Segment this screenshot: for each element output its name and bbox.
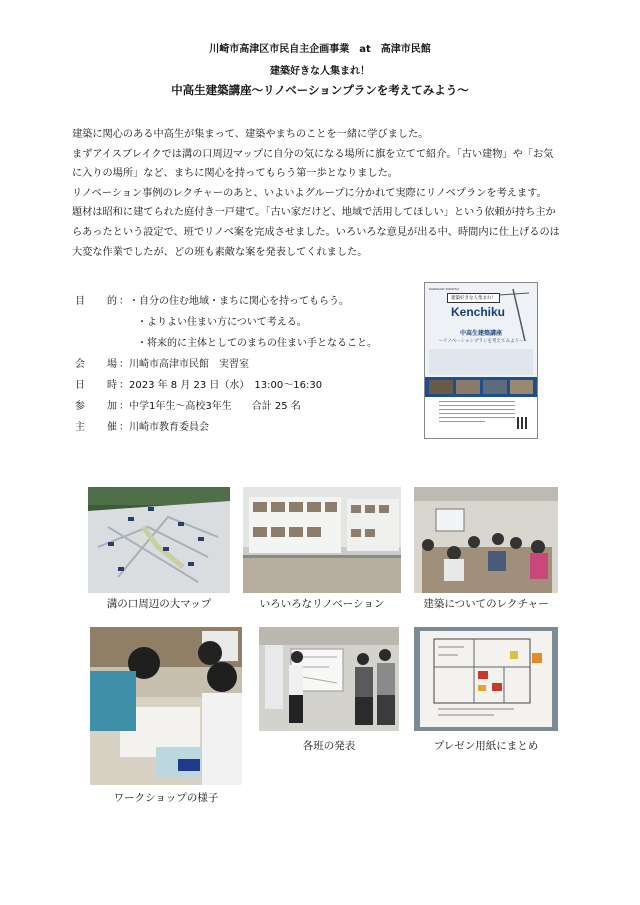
- colon: ：: [119, 359, 129, 370]
- map-photo: [88, 487, 230, 593]
- colon: ：: [119, 422, 129, 433]
- caption-presentation: 各班の発表: [302, 740, 356, 752]
- purpose-item: ・自分の住む地域・まちに関心を持ってもらう。: [129, 296, 349, 307]
- intro-line: まずアイスブレイクでは溝の口周辺マップに自分の気になる場所に旗を立てて紹介。「古い建物」や「お気: [72, 148, 554, 160]
- header-line-2: 建築好きな人集まれ！: [270, 66, 370, 77]
- presentation-photo: [259, 627, 399, 731]
- photo-workshop: [90, 627, 242, 785]
- intro-line: 建築に関心のある中高生が集まって、建築やまちのことを一緒に学びました。: [72, 129, 429, 140]
- flyer-title: 中高生建築講座: [459, 330, 502, 337]
- event-flyer-image: [424, 282, 538, 439]
- intro-line: 大変な作業でしたが、どの班も素敵な案を発表してくれました。: [72, 246, 368, 258]
- page-title: 中高生建築講座～リノベーションプランを考えてみよう～: [171, 83, 469, 97]
- host-value: 川崎市教育委員会: [129, 422, 209, 433]
- flyer-text-lines: [439, 401, 515, 425]
- flyer-tagline: 建築好きな人集まれ！: [447, 293, 500, 303]
- participants-value: 中学1年生～高校3年生 合計 25 名: [129, 401, 301, 412]
- intro-line: リノベーション事例のレクチャーのあと、いよいよグループに分かれて実際にリノベプランを考えます。: [72, 187, 547, 199]
- lecture-photo: [414, 487, 558, 593]
- purpose-item: ・将来的に主体としてのまちの住まい手となること。: [137, 338, 377, 349]
- flyer-photo-band: [425, 377, 537, 397]
- flyer-logo: Kenchiku: [451, 305, 506, 319]
- photo-summary: [414, 627, 558, 731]
- intro-line: らあったという設定で、班でリノベ案を完成させました。いろいろな意見が出る中、時間内に仕上げるのは: [72, 226, 560, 238]
- photo-lecture: [414, 487, 558, 593]
- flyer-small-text: KAWASAKI TAKATSU: [429, 287, 459, 291]
- caption-summary: プレゼン用紙にまとめ: [433, 740, 539, 752]
- venue-label: 会場: [75, 359, 117, 370]
- purpose-item: ・よりよい住まい方について考える。: [137, 317, 307, 328]
- date-label: 日時: [75, 380, 117, 391]
- purpose-label: 目的: [75, 296, 117, 307]
- photo-renovations: [243, 487, 401, 593]
- header-line-1: 川崎市高津区市民自主企画事業 at 高津市民館: [209, 44, 431, 55]
- date-value: 2023 年 8 月 23 日（水） 13:00～16:30: [129, 380, 323, 391]
- caption-workshop: ワークショップの様子: [113, 792, 219, 804]
- caption-map: 溝の口周辺の大マップ: [106, 598, 212, 610]
- intro-line: に入りの場所」など、まちに関心を持ってもらう第一歩となりました。: [72, 168, 398, 180]
- workshop-photo: [90, 627, 242, 785]
- photo-presentation: [259, 627, 399, 731]
- caption-lecture: 建築についてのレクチャー: [423, 598, 549, 610]
- colon: ：: [119, 380, 129, 391]
- intro-text: [72, 125, 584, 262]
- venue-value: 川崎市高津市民館 実習室: [129, 359, 249, 370]
- renovation-board-photo: [243, 487, 401, 593]
- participants-label: 参加: [75, 401, 117, 412]
- caption-renovations: いろいろなリノベーション: [259, 598, 385, 610]
- photo-area-map: [88, 487, 230, 593]
- summary-sheet-photo: [414, 627, 558, 731]
- colon: ：: [119, 296, 129, 307]
- qr-code-icon: [517, 417, 529, 429]
- intro-line: 題材は昭和に建てられた庭付き一戸建て。「古い家だけど、地域で活用してほしい」という依頼が持ち主か: [72, 207, 556, 219]
- flyer-photo-strip: [425, 377, 537, 397]
- flyer-subtitle: ～リノベーションプランを考えてみよう～: [438, 339, 524, 344]
- host-label: 主催: [75, 422, 117, 433]
- flyer-header: [425, 283, 537, 377]
- colon: ：: [119, 401, 129, 412]
